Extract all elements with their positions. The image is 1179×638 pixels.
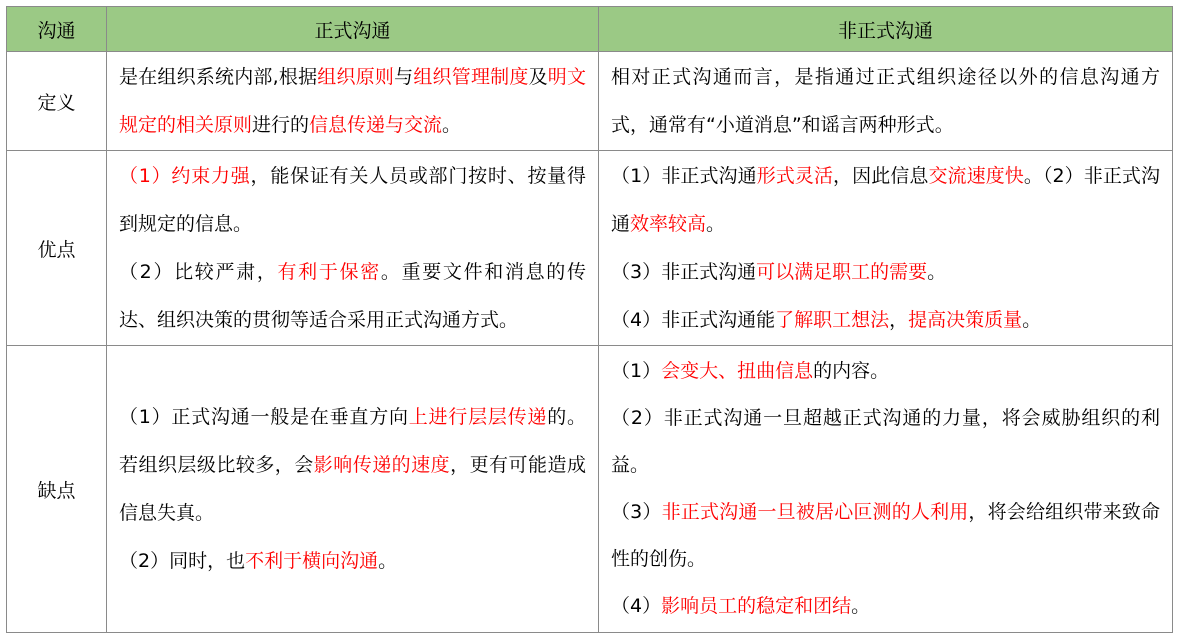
header-row [7, 7, 1173, 52]
advantages-informal-item-2: （3）非正式沟通可以满足职工的需要。 [611, 261, 947, 283]
advantages-formal-item-1: （1）约束力强，能保证有关人员或部门按时、按量得到规定的信息。 [119, 165, 586, 235]
disadvantages-informal-item-3: （3）非正式沟通一旦被居心叵测的人利用，将会给组织带来致命性的创伤。 [611, 501, 1160, 570]
advantages-informal-cell [599, 151, 1173, 346]
row-advantages [7, 151, 1173, 346]
header-category: 沟通 [7, 7, 107, 52]
advantages-informal-item-3: （4）非正式沟通能了解职工想法，提高决策质量。 [611, 309, 1042, 331]
comparison-table [6, 6, 1173, 633]
definition-informal-cell [599, 52, 1173, 151]
disadvantages-formal-cell [107, 346, 599, 633]
disadvantages-formal-item-2: （2）同时，也不利于横向沟通。 [119, 550, 398, 572]
disadvantages-informal-cell [599, 346, 1173, 633]
disadvantages-informal-item-1: （1）会变大、扭曲信息的内容。 [611, 360, 890, 382]
disadvantages-label: 缺点 [7, 346, 107, 633]
advantages-label: 优点 [7, 151, 107, 346]
definition-informal-text: 相对正式沟通而言，是指通过正式组织途径以外的信息沟通方式，通常有“小道消息”和谣言两种形式。 [611, 66, 1160, 136]
disadvantages-formal-item-1: （1）正式沟通一般是在垂直方向上进行层层传递的。若组织层级比较多，会影响传递的速度，更有可能造成信息失真。 [119, 406, 586, 524]
definition-formal-cell [107, 52, 599, 151]
disadvantages-informal-item-2: （2）非正式沟通一旦超越正式沟通的力量，将会威胁组织的利益。 [611, 407, 1160, 476]
definition-label: 定义 [7, 52, 107, 151]
header-formal: 正式沟通 [107, 7, 599, 52]
row-disadvantages [7, 346, 1173, 633]
advantages-formal-cell [107, 151, 599, 346]
header-informal: 非正式沟通 [599, 7, 1173, 52]
advantages-formal-item-2: （2）比较严肃，有利于保密。重要文件和消息的传达、组织决策的贯彻等适合采用正式沟通方式。 [119, 261, 586, 331]
definition-formal-text: 是在组织系统内部,根据组织原则与组织管理制度及明文规定的相关原则进行的信息传递与交流。 [119, 66, 586, 136]
advantages-informal-item-1: （1）非正式沟通形式灵活，因此信息交流速度快。（2）非正式沟通效率较高。 [611, 165, 1160, 235]
row-definition [7, 52, 1173, 151]
disadvantages-informal-item-4: （4）影响员工的稳定和团结。 [611, 595, 871, 617]
